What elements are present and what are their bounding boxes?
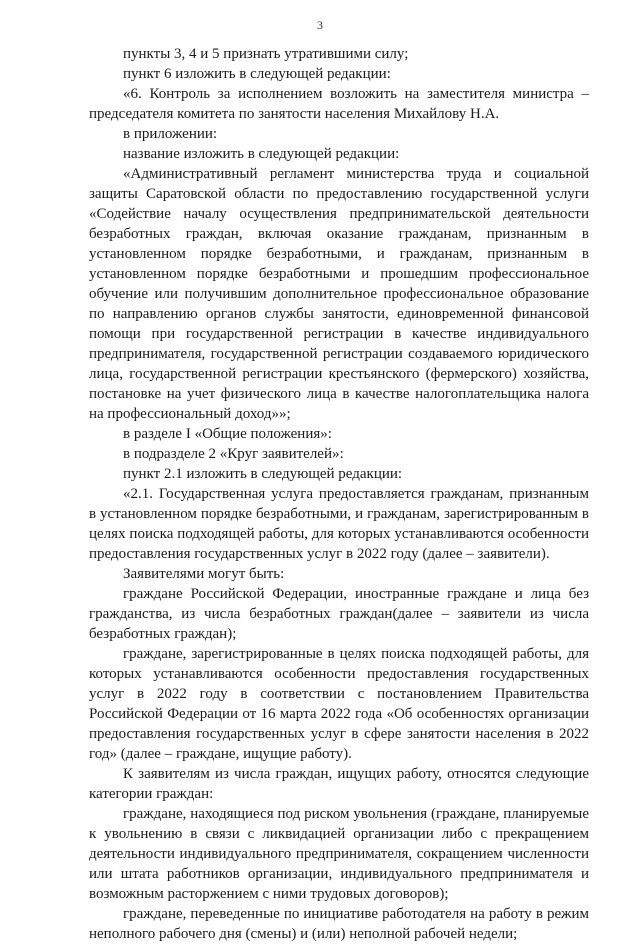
paragraph: «6. Контроль за исполнением возложить на заместителя министра – председателя комитета по занятости населения Михайлову Н.А.: [89, 86, 589, 122]
document-body: [89, 44, 589, 944]
paragraph: граждане, зарегистрированные в целях поиска подходящей работы, для которых устанавливаются особенности предоставления государственных услуг в 2022 году в соответствии с постановлением Правительства Российской Федерации от 16 марта 2022 года «Об особенностях организации предоставления государственных услуг в сфере занятости населения в 2022 год» (далее – граждане, ищущие работу).: [89, 646, 589, 762]
paragraph: пункты 3, 4 и 5 признать утратившими силу;: [123, 46, 409, 62]
paragraph: пункт 2.1 изложить в следующей редакции:: [123, 466, 403, 482]
paragraph: в подразделе 2 «Круг заявителей»:: [123, 446, 344, 462]
paragraph: граждане Российской Федерации, иностранные граждане и лица без гражданства, из числа безработных граждан(далее – заявители из числа безработных граждан);: [89, 586, 589, 642]
paragraph: «Административный регламент министерства труда и социальной защиты Саратовской области по предоставлению государственной услуги «Содействие началу осуществления предпринимательской деятельности безработных граждан, включая оказание гражданам, признанным в установленном порядке безработными, и гражданам, признанным в установленном порядке безработными и прошедшим профессиональное обучение или получившим дополнительное профессиональное образование по направлению органов службы занятости, единовременной финансовой помощи при государственной регистрации в качестве индивидуального предпринимателя, государственной регистрации создаваемого юридического лица, государственной регистрации крестьянского (фермерского) хозяйства, постановке на учет физического лица в качестве налогоплательщика налога на профессиональный доход»»;: [89, 166, 589, 422]
paragraph: в разделе I «Общие положения»:: [123, 426, 332, 442]
paragraph: в приложении:: [123, 126, 218, 142]
paragraph: Заявителями могут быть:: [123, 566, 285, 582]
paragraph: «2.1. Государственная услуга предоставляется гражданам, признанным в установленном порядке безработными, и гражданам, зарегистрированным в целях поиска подходящей работы, для которых устанавливаются особенности предоставления государственных услуг в 2022 году (далее – заявители).: [89, 486, 589, 562]
page-number: 3: [317, 18, 323, 32]
paragraph: граждане, находящиеся под риском увольнения (граждане, планируемые к увольнению в связи с ликвидацией организации либо с прекращением деятельности индивидуального предпринимателя, сокращением численности или штата работников организации, индивидуального предпринимателя и возможным расторжением с ними трудовых договоров);: [89, 806, 589, 902]
paragraph: К заявителям из числа граждан, ищущих работу, относятся следующие категории граждан:: [89, 766, 589, 802]
paragraph: граждане, переведенные по инициативе работодателя на работу в режим неполного рабочего дня (смены) и (или) неполной рабочей недели;: [89, 906, 589, 942]
paragraph: название изложить в следующей редакции:: [123, 146, 400, 162]
paragraph: пункт 6 изложить в следующей редакции:: [123, 66, 391, 82]
